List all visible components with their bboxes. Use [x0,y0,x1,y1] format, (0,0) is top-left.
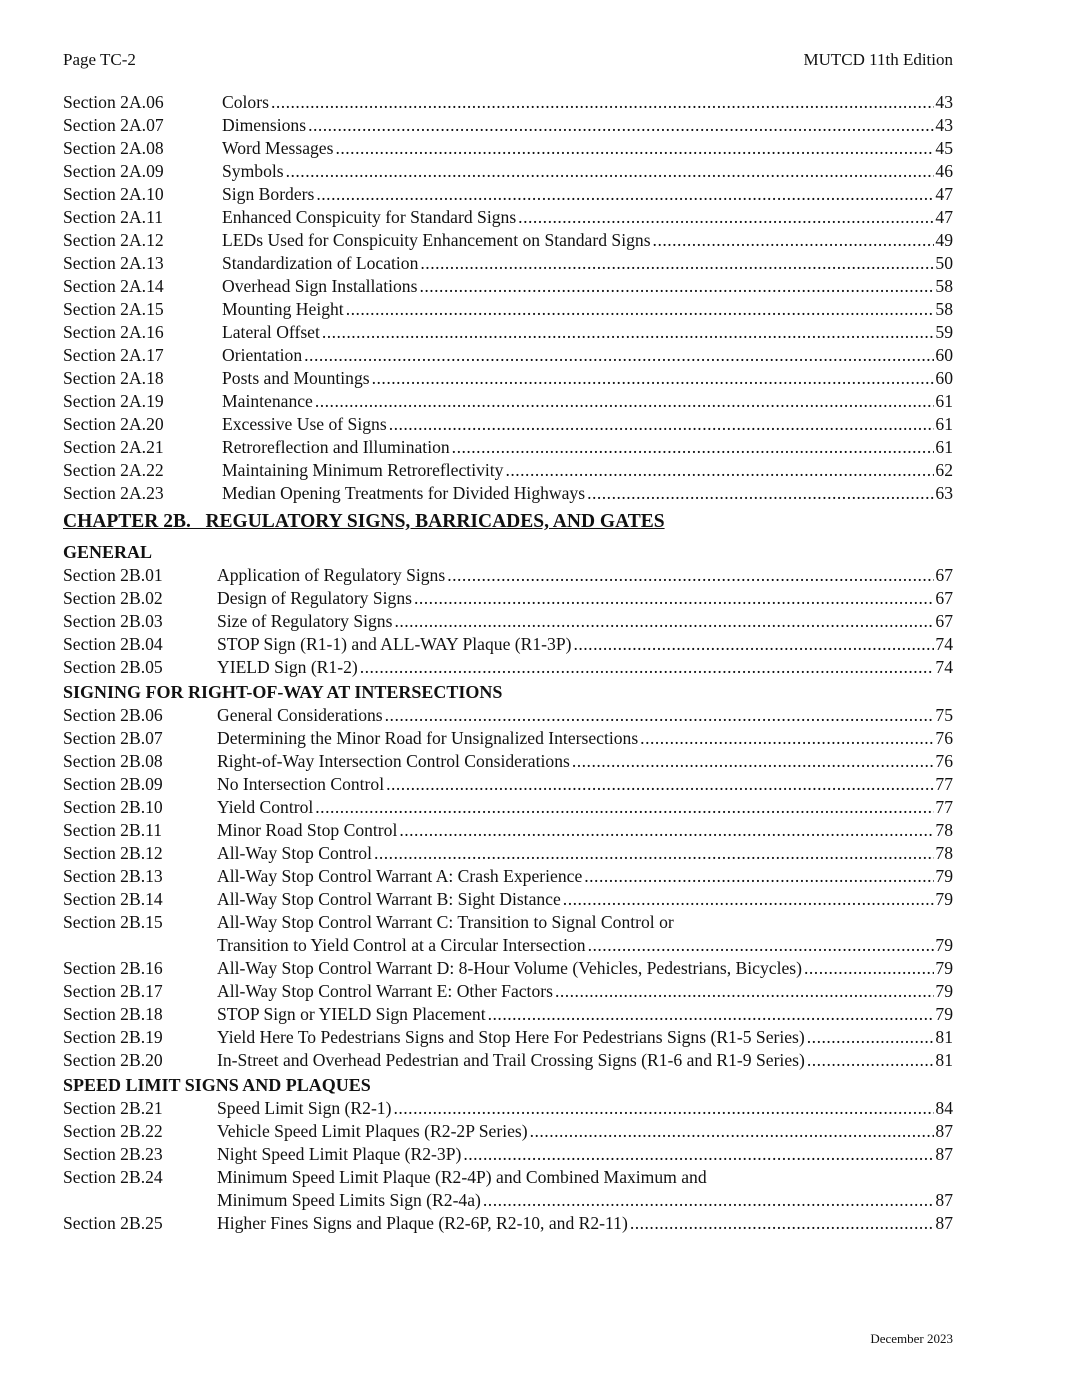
page-ref: 59 [935,322,953,342]
section-title: Maintaining Minimum Retroreflectivity [222,460,504,480]
section-number: Section 2A.11 [63,207,164,227]
section-title: Enhanced Conspicuity for Standard Signs [222,207,517,227]
section-title: Vehicle Speed Limit Plaques (R2-2P Series) [217,1121,528,1141]
section-title: Maintenance [222,391,313,411]
dot-leader [374,842,934,865]
page-ref: 47 [935,184,953,204]
toc-entry[interactable] [63,413,953,436]
toc-entry[interactable] [63,1049,953,1072]
chapter-heading: CHAPTER 2B. REGULATORY SIGNS, BARRICADES, AND GATES [63,511,665,532]
section-number: Section 2B.19 [63,1027,163,1047]
section-title: All-Way Stop Control Warrant C: Transition to Signal Control or [217,912,674,932]
section-number: Section 2B.02 [63,588,163,608]
section-number: Section 2B.01 [63,565,163,585]
section-number: Section 2B.04 [63,634,163,654]
section-title: Symbols [222,161,284,181]
entry-title-wrap [222,160,953,183]
page-ref: 87 [935,1213,953,1233]
section-number: Section 2B.12 [63,843,163,863]
section-number: Section 2A.10 [63,184,164,204]
page-ref: 67 [935,611,953,631]
page-ref: 79 [935,866,953,886]
page-ref: 43 [935,115,953,135]
toc-entry[interactable] [63,957,953,980]
toc-entry[interactable] [63,91,953,114]
page-ref: 49 [935,230,953,250]
section-title: Lateral Offset [222,322,320,342]
section-number: Section 2A.23 [63,483,164,503]
entry-title-wrap [222,459,953,482]
dot-leader [304,344,934,367]
entry-title-wrap [222,91,953,114]
section-title: Posts and Mountings [222,368,370,388]
section-title-continued: Minimum Speed Limits Sign (R2-4a) [217,1190,481,1210]
toc-entry[interactable] [63,206,953,229]
entry-title-wrap [217,587,953,610]
entry-title-wrap [217,934,953,957]
toc-entry[interactable] [63,229,953,252]
page-ref: 81 [935,1027,953,1047]
section-title: Sign Borders [222,184,315,204]
page-ref: 74 [935,657,953,677]
toc-entry[interactable] [63,459,953,482]
section-title: Excessive Use of Signs [222,414,387,434]
section-title: Right-of-Way Intersection Control Considerations [217,751,570,771]
page-ref: 79 [935,1004,953,1024]
entry-title-wrap [217,980,953,1003]
entry-title-wrap [217,704,953,727]
toc-entry[interactable] [63,704,953,727]
entry-title-wrap [222,252,953,275]
entry-title-wrap [222,390,953,413]
entry-title-wrap [217,750,953,773]
toc-entry[interactable] [63,183,953,206]
toc-entry[interactable] [63,1166,953,1189]
toc-entry[interactable] [63,796,953,819]
section-title: No Intersection Control [217,774,385,794]
page-ref: 43 [935,92,953,112]
dot-leader [360,656,935,679]
section-title: LEDs Used for Conspicuity Enhancement on Standard Signs [222,230,651,250]
section-title: All-Way Stop Control [217,843,372,863]
dot-leader [419,275,934,298]
section-title: All-Way Stop Control Warrant D: 8-Hour Volume (Vehicles, Pedestrians, Bicycles) [217,958,802,978]
dot-leader [316,183,934,206]
entry-title-wrap [217,1166,953,1189]
dot-leader [393,1097,934,1120]
dot-leader [322,321,935,344]
dot-leader [389,413,935,436]
dot-leader [587,482,934,505]
entry-title-wrap [217,1212,953,1235]
section-title: Yield Control [217,797,314,817]
page-ref: 50 [935,253,953,273]
toc-entry[interactable] [63,750,953,773]
dot-leader [518,206,934,229]
toc-entry[interactable] [63,367,953,390]
section-title: Determining the Minor Road for Unsignalized Intersections [217,728,639,748]
toc-entry[interactable] [63,275,953,298]
entry-title-wrap [217,865,953,888]
section-number: Section 2B.20 [63,1050,163,1070]
dot-leader [807,1026,935,1049]
section-title: Higher Fines Signs and Plaque (R2-6P, R2-10, and R2-11) [217,1213,628,1233]
section-number: Section 2A.12 [63,230,164,250]
dot-leader [386,773,934,796]
entry-title-wrap [217,633,953,656]
dot-leader [505,459,934,482]
dot-leader [399,819,934,842]
table-of-contents [63,91,953,1235]
section-number: Section 2A.19 [63,391,164,411]
dot-leader [335,137,934,160]
entry-title-wrap [217,656,953,679]
dot-leader [640,727,934,750]
toc-entry[interactable] [63,980,953,1003]
entry-title-wrap [217,1049,953,1072]
toc-entry[interactable] [63,1003,953,1026]
page-ref: 77 [935,797,953,817]
page-ref: 81 [935,1050,953,1070]
dot-leader [463,1143,934,1166]
entry-title-wrap [222,137,953,160]
entry-title-wrap [222,367,953,390]
section-number: Section 2A.07 [63,115,164,135]
section-number: Section 2A.17 [63,345,164,365]
entry-title-wrap [217,610,953,633]
toc-entry[interactable] [63,1097,953,1120]
section-number: Section 2A.13 [63,253,164,273]
section-title: STOP Sign (R1-1) and ALL-WAY Plaque (R1-3P) [217,634,572,654]
section-title: Median Opening Treatments for Divided Highways [222,483,586,503]
section-number: Section 2B.09 [63,774,163,794]
dot-leader [530,1120,935,1143]
group-heading: SIGNING FOR RIGHT-OF-WAY AT INTERSECTIONS [63,682,503,702]
page-ref: 76 [935,751,953,771]
toc-entry[interactable] [63,1026,953,1049]
page-ref: 67 [935,565,953,585]
toc-entry[interactable] [63,727,953,750]
page-ref: 61 [935,437,953,457]
section-title: Minimum Speed Limit Plaque (R2-4P) and Combined Maximum and [217,1167,707,1187]
page-footer-date: December 2023 [870,1331,953,1346]
section-number: Section 2B.24 [63,1167,163,1187]
entry-title-wrap [222,229,953,252]
page-ref: 58 [935,276,953,296]
page-ref: 74 [935,634,953,654]
entry-title-wrap [217,911,953,934]
toc-entry[interactable] [63,1212,953,1235]
entry-title-wrap [217,957,953,980]
entry-title-wrap [222,436,953,459]
section-number: Section 2B.18 [63,1004,163,1024]
toc-entry[interactable] [63,842,953,865]
page-ref: 79 [935,958,953,978]
section-number: Section 2B.11 [63,820,163,840]
dot-leader [286,160,935,183]
section-title: YIELD Sign (R1-2) [217,657,358,677]
dot-leader [346,298,935,321]
page-ref: 79 [935,889,953,909]
section-number: Section 2B.14 [63,889,163,909]
toc-entry[interactable] [63,911,953,934]
page-ref: 58 [935,299,953,319]
dot-leader [804,957,934,980]
dot-leader [572,750,935,773]
toc-entry[interactable] [63,321,953,344]
page-header [63,50,953,74]
page-ref: 60 [935,345,953,365]
page-ref: 79 [935,981,953,1001]
toc-entry[interactable] [63,436,953,459]
dot-leader [447,564,934,587]
section-title: Speed Limit Sign (R2-1) [217,1098,392,1118]
section-number: Section 2A.20 [63,414,164,434]
entry-title-wrap [222,321,953,344]
dot-leader [385,704,935,727]
toc-entry[interactable] [63,587,953,610]
section-title: Night Speed Limit Plaque (R2-3P) [217,1144,462,1164]
dot-leader [271,91,934,114]
toc-entry[interactable] [63,390,953,413]
dot-leader [584,865,934,888]
entry-title-wrap [217,1189,953,1212]
section-number: Section 2A.08 [63,138,164,158]
section-number: Section 2A.18 [63,368,164,388]
page-ref: 75 [935,705,953,725]
page-ref: 61 [935,414,953,434]
page-ref: 60 [935,368,953,388]
section-title: Design of Regulatory Signs [217,588,412,608]
section-title: Standardization of Location [222,253,419,273]
dot-leader [372,367,935,390]
toc-entry-continued[interactable] [63,1189,953,1212]
page-ref: 63 [935,483,953,503]
section-title: Word Messages [222,138,334,158]
section-title: Application of Regulatory Signs [217,565,446,585]
page-ref: 87 [935,1144,953,1164]
dot-leader [308,114,934,137]
entry-title-wrap [222,275,953,298]
entry-title-wrap [217,564,953,587]
entry-title-wrap [222,482,953,505]
section-number: Section 2B.08 [63,751,163,771]
entry-title-wrap [222,298,953,321]
section-number: Section 2B.16 [63,958,163,978]
section-title: Retroreflection and Illumination [222,437,450,457]
entry-title-wrap [217,796,953,819]
section-number: Section 2B.05 [63,657,163,677]
dot-leader [563,888,935,911]
page-ref: 77 [935,774,953,794]
section-title: Dimensions [222,115,307,135]
toc-entry[interactable] [63,819,953,842]
page-ref: 61 [935,391,953,411]
group-heading: SPEED LIMIT SIGNS AND PLAQUES [63,1075,371,1095]
dot-leader [653,229,935,252]
section-number: Section 2B.07 [63,728,163,748]
section-number: Section 2B.21 [63,1098,163,1118]
toc-entry-continued[interactable] [63,934,953,957]
dot-leader [630,1212,935,1235]
entry-title-wrap [217,819,953,842]
entry-title-wrap [222,413,953,436]
dot-leader [394,610,934,633]
dot-leader [807,1049,935,1072]
toc-entry[interactable] [63,252,953,275]
page-ref: 87 [935,1190,953,1210]
dot-leader [573,633,934,656]
entry-title-wrap [217,1026,953,1049]
dot-leader [488,1003,935,1026]
entry-title-wrap [217,842,953,865]
page-ref: 62 [935,460,953,480]
section-number: Section 2A.06 [63,92,164,112]
entry-title-wrap [217,1143,953,1166]
section-number: Section 2B.22 [63,1121,163,1141]
toc-entry[interactable] [63,656,953,679]
section-number: Section 2B.06 [63,705,163,725]
toc-entry[interactable] [63,344,953,367]
toc-entry[interactable] [63,564,953,587]
toc-entry[interactable] [63,633,953,656]
dot-leader [452,436,935,459]
entry-title-wrap [222,206,953,229]
entry-title-wrap [217,1003,953,1026]
section-title: General Considerations [217,705,383,725]
section-number: Section 2B.25 [63,1213,163,1233]
section-number: Section 2B.10 [63,797,163,817]
toc-entry[interactable] [63,160,953,183]
section-title: Size of Regulatory Signs [217,611,393,631]
entry-title-wrap [217,773,953,796]
entry-title-wrap [217,727,953,750]
section-title: Minor Road Stop Control [217,820,398,840]
dot-leader [483,1189,935,1212]
toc-entry[interactable] [63,865,953,888]
section-title: Overhead Sign Installations [222,276,418,296]
toc-entry[interactable] [63,298,953,321]
entry-title-wrap [222,344,953,367]
dot-leader [315,390,935,413]
page-ref: 79 [935,935,953,955]
dot-leader [588,934,935,957]
section-number: Section 2B.15 [63,912,163,932]
page-number: Page TC-2 [63,50,136,69]
section-number: Section 2A.14 [63,276,164,296]
section-title: All-Way Stop Control Warrant A: Crash Experience [217,866,583,886]
section-number: Section 2A.22 [63,460,164,480]
toc-entry[interactable] [63,888,953,911]
page-ref: 67 [935,588,953,608]
toc-entry[interactable] [63,482,953,505]
entry-title-wrap [217,1097,953,1120]
section-title: Yield Here To Pedestrians Signs and Stop Here For Pedestrians Signs (R1-5 Series) [217,1027,805,1047]
section-number: Section 2A.16 [63,322,164,342]
page-ref: 45 [935,138,953,158]
section-title: All-Way Stop Control Warrant B: Sight Distance [217,889,561,909]
page-ref: 78 [935,843,953,863]
dot-leader [420,252,934,275]
page-ref: 47 [935,207,953,227]
section-number: Section 2A.15 [63,299,164,319]
page-ref: 78 [935,820,953,840]
section-title-continued: Transition to Yield Control at a Circular Intersection [217,935,586,955]
entry-title-wrap [217,1120,953,1143]
section-title: All-Way Stop Control Warrant E: Other Factors [217,981,553,1001]
page-ref: 84 [935,1098,953,1118]
dot-leader [414,587,934,610]
dot-leader [555,980,934,1003]
entry-title-wrap [217,888,953,911]
entry-title-wrap [222,183,953,206]
section-title: In-Street and Overhead Pedestrian and Trail Crossing Signs (R1-6 and R1-9 Series) [217,1050,805,1070]
section-number: Section 2B.17 [63,981,163,1001]
section-title: Orientation [222,345,303,365]
toc-entry[interactable] [63,137,953,160]
section-number: Section 2B.23 [63,1144,163,1164]
page-ref: 76 [935,728,953,748]
page-ref: 87 [935,1121,953,1141]
toc-entry[interactable] [63,1120,953,1143]
section-title: Colors [222,92,269,112]
group-heading: GENERAL [63,542,153,562]
section-number: Section 2B.13 [63,866,163,886]
section-number: Section 2A.21 [63,437,164,457]
section-title: STOP Sign or YIELD Sign Placement [217,1004,486,1024]
section-number: Section 2B.03 [63,611,163,631]
toc-entry[interactable] [63,114,953,137]
toc-entry[interactable] [63,610,953,633]
page-ref: 46 [935,161,953,181]
entry-title-wrap [222,114,953,137]
toc-entry[interactable] [63,773,953,796]
toc-entry[interactable] [63,1143,953,1166]
section-title: Mounting Height [222,299,344,319]
document-title: MUTCD 11th Edition [803,50,953,69]
section-number: Section 2A.09 [63,161,164,181]
dot-leader [315,796,934,819]
